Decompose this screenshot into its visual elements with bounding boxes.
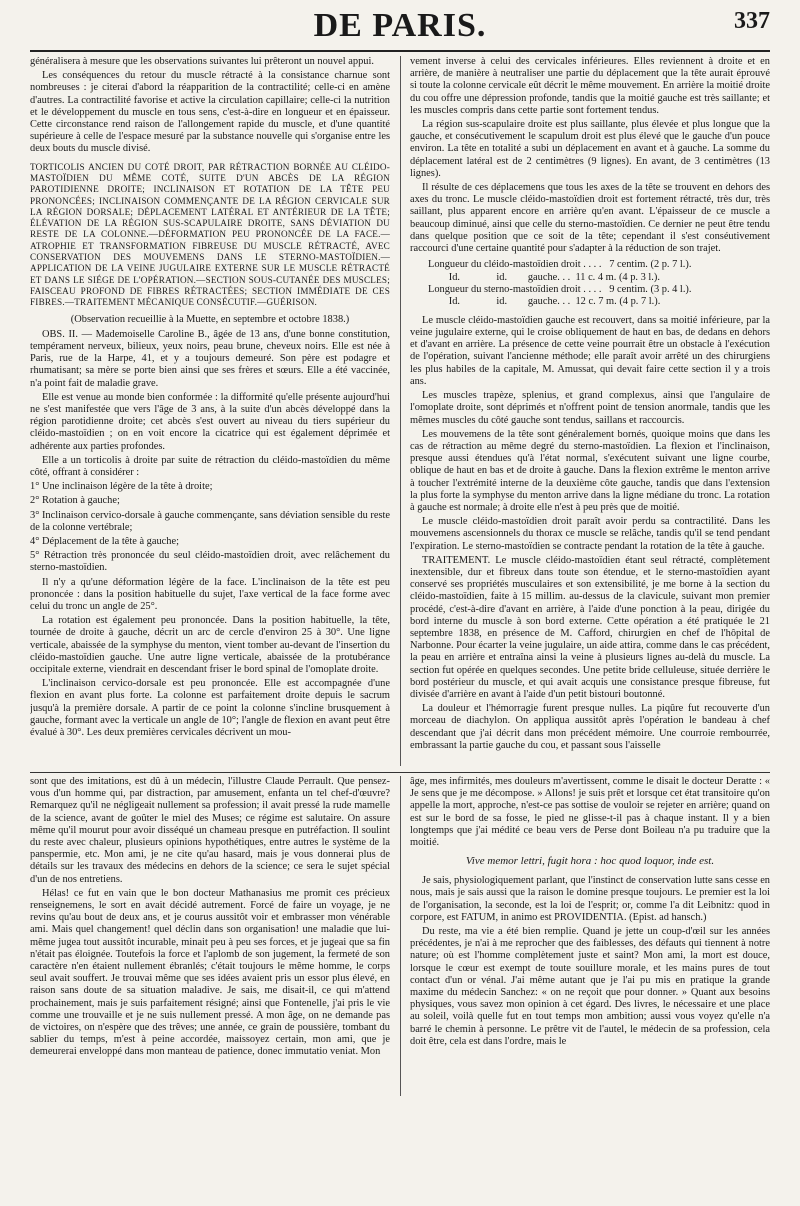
feuilleton-right-column [410,776,770,1096]
paragraph: généralisera à mesure que les observations suivantes lui prêteront un nouvel appui. [30,56,374,67]
column-divider [400,56,401,766]
list-item: 5° Rétraction très prononcée du seul cléido-mastoïdien droit, avec relâchement du sterno-mastoïdien. [30,550,390,574]
paragraph: vement inverse à celui des cervicales inférieures. Elles reviennent à droite et en arrière, de manière à neutraliser une partie du déplacement que la tête aurait éprouvé si toute la colonne cervicale eût décrit le même mouvement. En arrière la moitié droite du cou offre une dépression profonde, tandis que la moitié gauche est très saillante; et les muscles compris dans cette partie sont fortement tendus. [410,56,770,116]
paragraph: Les muscles trapèze, splenius, et grand complexus, ainsi que l'angulaire de l'omoplate droite, sont déprimés et n'offrent point de tension anormale, tandis que les mêmes muscles du côté gauche sont tendus, saillans et raccourcis. [410,390,770,426]
masthead-title: DE PARIS. [313,7,487,44]
observation-source: (Observation recueillie à la Muette, en septembre et octobre 1838.) [70,314,350,326]
table-row: Id. id. gauche. . . 12 c. 7 m. (4 p. 7 l.). [428,296,661,308]
column-divider [400,776,401,1096]
latin-quote: Vive memor lettri, fugit hora : hoc quod loquor, inde est. [465,855,715,868]
paragraph: La rotation est également peu prononcée. Dans la position habituelle, la tête, tournée de droite à gauche, décrit un arc de cercle d'environ 25 à 30°. Une ligne verticale, abaissée de la symphyse du menton, vient tomber au-devant de l'insertion du cléido-mastoïdien gauche. Une autre ligne verticale, abaissée de la protubérance occipitale externe, viendrait en descendant friser le bord spinal de l'omoplate droite. [30,615,390,675]
paragraph: Le muscle cléido-mastoïdien gauche est recouvert, dans sa moitié inférieure, par la veine jugulaire externe, qui le croise obliquement de haut en bas, de dedans en dehors et d'avant en arrière. La présence de cette veine pourrait être un obstacle à l'exécution de l'opération, suivant l'ancienne méthode; elle paraît avoir arrêté un des chirurgiens les plus habiles de la capitale, M. Amussat, qui devait faire cette section il y a trois ans. [410,314,770,387]
paragraph: La douleur et l'hémorragie furent presque nulles. La piqûre fut recouverte d'un morceau de diachylon. On appliqua aussitôt après l'opération le bandeau à chef descendant que j'ai décrit dans mon précédent mémoire. Une courroie rembourrée, embrassant la partie gauche du cou, et passant sous l'aisselle [410,703,770,751]
measurement-table [428,259,770,309]
paragraph: âge, mes infirmités, mes douleurs m'avertissent, comme le disait le docteur Deratte : « Je sens que je me décompose. » Allons! je suis prêt et lorsque cet état transitoire qu'on appelle la mort, approche, n'est-ce pas sottise de vouloir se rejeter en arrière; quand on est sur le bord de sa fosse, le pied ne glisse-t-il pas à chaque instant. Il y a bien longtemps que j'ai médité ce beau vers de Perse dont Boileau n'a pu traduire que la moitié. [410,776,770,849]
paragraph: Les mouvemens de la tête sont généralement bornés, quoique moins que dans les cas de rétraction au même degré du sterno-mastoïdien. La flexion et l'inclinaison, presque aussi étendues qu'à l'état normal, s'exécutent suivant une ligne courbe, oblique de haut en bas et de droite à gauche. Dans la flexion extrême le menton arrive à toucher l'extrémité interne de la deuxième côte gauche, tandis que dans l'extension la plus forte la symphyse du menton arrive dans la ligne médiane du tronc. La rotation à gauche est normale; à droite elle n'est à peu près que de moitié. [410,428,770,513]
list-item: 1° Une inclinaison légère de la tête à droite; [30,481,213,493]
left-column [30,56,390,766]
paragraph: OBS. II. — Mademoiselle Caroline B., âgée de 13 ans, d'une bonne constitution, tempérament nerveux, bilieux, yeux noirs, peau brune, cheveux noirs. Elle est née à Paris, rue de la Harpe, 41, et y a toujours demeuré. Son père est podagre et rhumatisant; sa mère se porte bien ainsi que ses frères et sœurs. Elle a été vaccinée, n'a point fait de maladie grave. [30,328,390,389]
paragraph: Je sais, physiologiquement parlant, que l'instinct de conservation lutte sans cesse en nous, mais je sais aussi que la raison le domine presque toujours. Le premier est la loi de l'organisation, la seconde, est la loi de l'esprit; or, comme l'a dit Leibnitz: quod in corpore, est FATUM, in animo est PROVIDENTIA. (Epist. ad hansch.) [410,875,770,923]
list-item: 3° Inclinaison cervico-dorsale à gauche commençante, sans déviation sensible du reste de la colonne vertébrale; [30,509,390,533]
paragraph: TRAITEMENT. Le muscle cléido-mastoïdien étant seul rétracté, complètement inextensible, dur et fibreux dans toute son étendue, et le sterno-mastoïdien ayant conservé ses propriétés musculaires et son extensibilité, je me borne à la section du cléido-mastoïdien, faite à 15 millim. au-dessus de la clavicule, suivant mon premier procédé, c'est-à-dire d'avant en arrière, à l'aide d'une ponction à la peau, dirigée du bord interne du muscle à son bord externe. Cette opération a été pratiquée le 21 septembre 1838, en présence de M. Cafford, chirurgien en chef de l'hôpital de Narbonne. Pour écarter la veine jugulaire, un aide attira, comme dans le cas précédent, la peau en arrière et entraîna ainsi la veine à plusieurs lignes au-delà du muscle. La section fut opérée en quelques secondes. Une petite bride celluleuse, située derrière le bord postérieur du muscle, et qui avait acquis une consistance presque fibreuse, fut divisée d'arrière en avant à l'aide d'un petit bistouri boutonné. [410,554,770,700]
paragraph: L'inclinaison cervico-dorsale est peu prononcée. Elle est accompagnée d'une flexion en avant plus forte. La colonne est parfaitement droite depuis le sacrum jusqu'à la première dorsale. A partir de ce point la colonne s'incline brusquement à gauche, formant avec la verticale un angle de 10°; l'angle de flexion en avant peut être évalué à 30°. Les deux premières cervicales décrivent un mou- [30,678,390,738]
feuilleton-left-column [30,776,390,1096]
feuilleton-rule [30,772,770,773]
paragraph: Il n'y a qu'une déformation légère de la face. L'inclinaison de la tête est peu prononcée : dans la position habituelle du sujet, l'axe vertical de la face forme avec celui du tronc un angle de 25°. [30,576,390,612]
list-item: 2° Rotation à gauche; [30,495,120,507]
table-row: Longueur du sterno-mastoïdien droit . . . . 9 centim. (3 p. 4 l.). [428,284,692,296]
observation-heading: TORTICOLIS ANCIEN DU COTÉ DROIT, PAR RÉTRACTION BORNÉE AU CLÉIDO-MASTOÏDIEN DU MÊME COTÉ, SUITE D'UN ABCÈS DE LA RÉGION PAROTIDIENNE DROITE; INCLINAISON ET ROTATION DE LA TÊTE PEU PRONONCÉES; INCLINAISON COMMENÇANTE DE LA RÉGION CERVICALE SUR LA RÉGION DORSALE; DÉPLACEMENT LATÉRAL ET ANTÉRIEUR DE LA TÊTE; ÉLÉVATION DE LA RÉGION SUS-SCAPULAIRE DROITE, SANS DÉVIATION DU RESTE DE LA COLONNE.—DÉFORMATION PEU PRONONCÉE DE LA FACE.—ATROPHIE ET TRANSFORMATION FIBREUSE DU MUSCLE RÉTRACTÉ, AVEC CONSERVATION DES MOUVEMENS DANS LE STERNO-MASTOÏDIEN.—APPLICATION DE LA VEINE JUGULAIRE EXTERNE SUR LE MUSCLE RÉTRACTÉ ET DANS LE SIÉGE DE L'OPÉRATION.—SECTION SOUS-CUTANÉE DES MUSCLES; FAISCEAU PROFOND DE FIBRES RÉTRACTÉES; SECTION IMMÉDIATE DE CES FIBRES.—TRAITEMENT MÉCANIQUE CONSÉCUTIF.—GUÉRISON. [30,161,390,308]
feuilleton-section [30,776,770,1096]
paragraph: Elle est venue au monde bien conformée : la difformité qu'elle présente aujourd'hui ne s'est manifestée que vers l'âge de 3 ans, à la suite d'un abcès développé dans la région parotidienne droite; cet abcès s'est ouvert au niveau du tiers supérieur du cléido-mastoïdien ; on en voit encore la cicatrice qui est également déprimée et adhérente aux parties profondes. [30,391,390,452]
paragraph: Hélas! ce fut en vain que le bon docteur Mathanasius me promit ces précieux renseignemens, le sort en avait décidé autrement. Forcé de faire un voyage, je ne revins qu'au bout de deux ans, et je courus aussitôt voir et embrasser mon vénérable ami. Mais quel changement! quel déclin dans son organisation! une maladie que lui-même jugea tout aussitôt incurable, minait peu à peu ses forces, et je jugeai que sa fin n'était pas éloignée. Toutefois la force et l'aplomb de son jugement, la fermeté de son caractère n'en étaient nullement ébranlés; c'était toujours le même homme, le corps seul avait souffert. Je trouvai même que ses idées avaient pris un essor plus élevé, en raison sans doute de sa situation maladive. Je sais, me disait-il, ce qui m'attend prochainement, mais je suis parfaitement résigné; ainsi que Fontenelle, j'ai pris le vie comme une trouvaille et je ne suis nullement pressé. A mon âge, on ne demande pas de victoires, on n'espère que des trêves; une année, ce grain de poussière, tombant du sablier du temps, m'est à peine accordée, maissoyez certain, mon ami, que je demeurerai enveloppé dans mon manteau de patience, donec immutatio veniat. Mon [30,887,390,1058]
paragraph: Elle a un torticolis à droite par suite de rétraction du cléido-mastoïdien du même côté, offrant à considérer : [30,454,390,478]
page-number: 337 [734,8,770,34]
paragraph: Le muscle cléido-mastoïdien droit paraît avoir perdu sa contractilité. Dans les mouvemens ascensionnels du thorax ce muscle se relâche, tandis qu'il se tend pendant l'expiration. Le sterno-mastoïdien se contracte pendant la rotation de la tête à gauche. [410,516,770,552]
paragraph: Du reste, ma vie a été bien remplie. Quand je jette un coup-d'œil sur les années précédentes, je n'ai à me reprocher que des faiblesses, des défauts qui tiennent à notre nature; où est l'homme complètement juste et saint? Mon ami, la mort est douce, lorsque le cœur est exempt de toute souillure morale, et les mains pures de tout contact d'un or vénal. J'ai même autant que je l'ai pu mis en pratique la grande maxime du médecin Sanchez: « on ne reçoit que pour donner. » Quant aux besoins physiques, vous savez mon opinion à cet égard. Des livres, le nécessaire et une place au soleil, voilà quelle fut en tout temps mon ambition; aussi vous voyez qu'elle n'a barré le chemin à personne. Le prêtre vit de l'autel, le médecin de sa profession, cela doit être, cela est dans l'ordre, mais le [410,926,770,1047]
paragraph: sont que des imitations, est dû à un médecin, l'illustre Claude Perrault. Que pensez-vous d'un homme qui, par distraction, par amusement, enfanta un tel chef-d'œuvre? Remarquez qu'il ne négligeait nullement sa profession; il avait pressé la rude mamelle de la science, avant de goûter le miel des Muses; ce régime est salutaire. On assure même qu'il mourut pour avoir disséqué un chameau presque en putréfaction. Il soulint du reste avec chaleur, plusieurs opinions hypothétiques, entre autres le système de la panspermie, etc. Mon ami, je ne cite qu'au hasard, mais je vous donnerai plus de détails sur les travaux des médecins en dehors de la science; ce sera le sujet spécial d'un de nos entretiens. [30,776,390,885]
header-rule [30,50,770,52]
paragraph: La région sus-scapulaire droite est plus saillante, plus élevée et plus longue que la gauche, et consécutivement le scapulum droit est plus élevé que le gauche d'un pouce environ. La tête en totalité a subi un déplacement en avant et à gauche. La somme du déplacement latéral est de 2 centimètres (9 lignes). En avant, de 3 centimètres (13 lignes). [410,119,770,179]
paragraph: Il résulte de ces déplacemens que tous les axes de la tête se trouvent en dehors des axes du tronc. Le muscle cléido-mastoïdien droit est fortement rétracté, très dur, très saillant, plus apparent encore en arrière qu'en avant. L'épaisseur de ce muscle a beaucoup diminué, ainsi que celle du sterno-mastoïdien. Ce dernier ne peut être tendu dans quelque position que ce soit de la tête; cependant il s'est conséutivement raccourci d'une certaine quantité pour s'adapter à la réduction de son trajet. [410,182,770,255]
list-item: 4° Déplacement de la tête à gauche; [30,535,179,547]
right-column [410,56,770,766]
table-row: Id. id. gauche. . . 11 c. 4 m. (4 p. 3 l.). [428,271,660,283]
table-row: Longueur du cléido-mastoïdien droit . . . . 7 centim. (2 p. 7 l.). [428,259,692,271]
paragraph: Les conséquences du retour du muscle rétracté à la consistance charnue sont nombreuses : je citerai d'abord la réapparition de la contractilité; celle-ci en amène d'autres. La contractilité favorise et active la circulation capillaire; celle-ci la nutrition et le développement du muscle en tous sens, c'est-à-dire en longueur et en épaisseur. Cette circonstance rend raison de l'allongement rapide du muscle, et d'une quantité supérieure à celle de l'espace mesuré par la substance nouvelle qui s'organise entre les deux bouts du muscle divisé. [30,70,390,155]
